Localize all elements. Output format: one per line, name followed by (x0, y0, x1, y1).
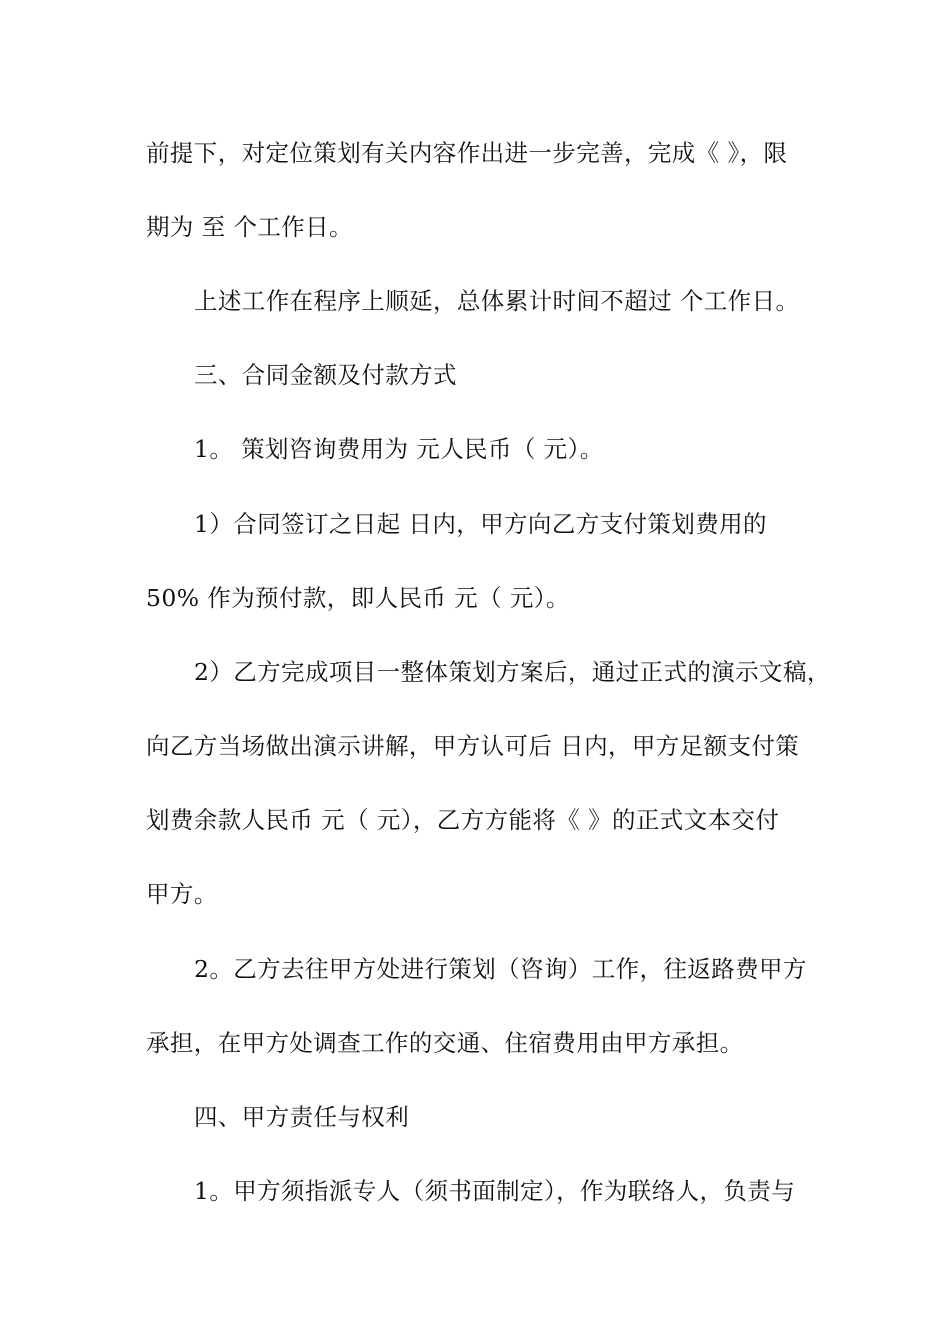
text-line: 向乙方当场做出演示讲解，甲方认可后 日内，甲方足额支付策 (146, 732, 800, 760)
section-heading: 三、合同金额及付款方式 (194, 361, 457, 389)
text-line: 1）合同签订之日起 日内，甲方向乙方支付策划费用的 (194, 510, 767, 538)
text-line: 甲方。 (146, 880, 218, 908)
text-line: 2）乙方完成项目一整体策划方案后，通过正式的演示文稿， (194, 658, 831, 686)
text-line: 划费余款人民币 元（ 元），乙方方能将《 》的正式文本交付 (146, 806, 780, 834)
text-line: 承担，在甲方处调查工作的交通、住宿费用由甲方承担。 (146, 1029, 744, 1057)
text-line: 50% 作为预付款，即人民币 元（ 元）。 (146, 584, 570, 612)
text-line: 前提下，对定位策划有关内容作出进一步完善，完成《 》，限 (146, 139, 788, 167)
text-line: 1。甲方须指派专人（须书面制定），作为联络人，负责与 (194, 1177, 796, 1205)
text-line: 上述工作在程序上顺延，总体累计时间不超过 个工作日。 (194, 287, 800, 315)
text-line: 2。乙方去往甲方处进行策划（咨询）工作，往返路费甲方 (194, 955, 807, 983)
section-heading: 四、甲方责任与权利 (194, 1103, 410, 1131)
text-line: 1。 策划咨询费用为 元人民币（ 元）。 (194, 435, 604, 463)
text-line: 期为 至 个工作日。 (146, 213, 353, 241)
